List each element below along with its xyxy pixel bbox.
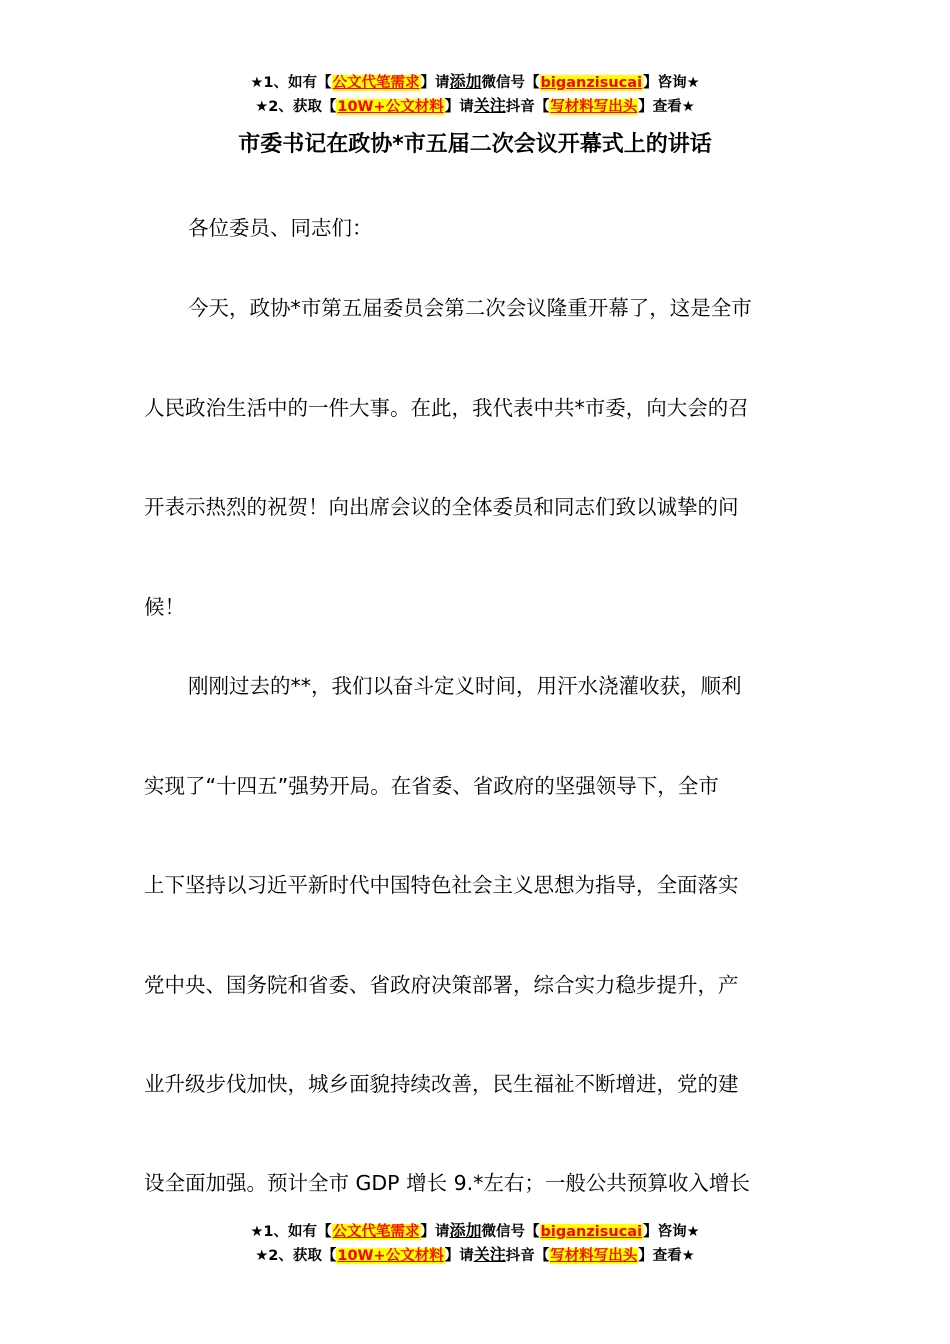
promo-text: 抖音【	[505, 1248, 550, 1264]
promo-text: ★1、如有【	[250, 75, 332, 91]
promo-text: 】查看★	[638, 99, 695, 115]
promo-text: 微信号【	[481, 75, 540, 91]
promo-line-2	[0, 94, 950, 118]
paragraph-line: 设全面加强。预计全市 GDP 增长 9.*左右；一般公共预算收入增长	[144, 1171, 750, 1195]
promo-text: 】请	[444, 1248, 474, 1264]
promo-highlight-wechat-id: biganzisucai	[540, 1224, 643, 1240]
promo-text: ★1、如有【	[250, 1224, 332, 1240]
promo-line-2	[0, 1243, 950, 1267]
promo-emphasis: 关注	[473, 96, 506, 115]
promo-emphasis: 关注	[473, 1245, 506, 1264]
salutation: 各位委员、同志们：	[188, 216, 373, 240]
promo-banner-top	[0, 70, 950, 118]
paragraph-line: 党中央、国务院和省委、省政府决策部署，综合实力稳步提升，产	[144, 973, 739, 997]
promo-highlight-wechat-id: biganzisucai	[540, 75, 643, 91]
promo-text: 】请	[420, 1224, 450, 1240]
paragraph-line: 开表示热烈的祝贺！向出席会议的全体委员和同志们致以诚挚的问	[144, 495, 739, 519]
paragraph-line: 上下坚持以习近平新时代中国特色社会主义思想为指导，全面落实	[144, 873, 739, 897]
promo-highlight-douyin-account: 写材料写出头	[550, 1248, 638, 1264]
promo-text: 】请	[420, 75, 450, 91]
promo-text: ★2、获取【	[255, 99, 337, 115]
promo-emphasis: 添加	[449, 1221, 482, 1240]
paragraph-line: 候！	[144, 595, 185, 619]
promo-highlight-service: 公文代笔需求	[332, 1224, 420, 1240]
promo-text: ★2、获取【	[255, 1248, 337, 1264]
promo-text: 】咨询★	[643, 75, 700, 91]
promo-text: 】咨询★	[643, 1224, 700, 1240]
promo-emphasis: 添加	[449, 72, 482, 91]
promo-highlight-materials: 10W+公文材料	[337, 1248, 444, 1264]
promo-banner-bottom	[0, 1219, 950, 1267]
promo-highlight-service: 公文代笔需求	[332, 75, 420, 91]
paragraph-line: 刚刚过去的**，我们以奋斗定义时间，用汗水浇灌收获，顺利	[188, 674, 742, 698]
promo-highlight-materials: 10W+公文材料	[337, 99, 444, 115]
promo-text: 】查看★	[638, 1248, 695, 1264]
promo-text: 抖音【	[505, 99, 550, 115]
paragraph-line: 今天，政协*市第五届委员会第二次会议隆重开幕了，这是全市	[188, 296, 752, 320]
paragraph-line: 业升级步伐加快，城乡面貌持续改善，民生福祉不断增进，党的建	[144, 1072, 739, 1096]
promo-line-1	[0, 1219, 950, 1243]
promo-text: 】请	[444, 99, 474, 115]
promo-line-1	[0, 70, 950, 94]
paragraph-line: 人民政治生活中的一件大事。在此，我代表中共*市委，向大会的召	[144, 396, 749, 420]
promo-highlight-douyin-account: 写材料写出头	[550, 99, 638, 115]
promo-text: 微信号【	[481, 1224, 540, 1240]
paragraph-line: 实现了“十四五”强势开局。在省委、省政府的坚强领导下，全市	[144, 774, 719, 798]
document-title: 市委书记在政协*市五届二次会议开幕式上的讲话	[238, 132, 712, 157]
